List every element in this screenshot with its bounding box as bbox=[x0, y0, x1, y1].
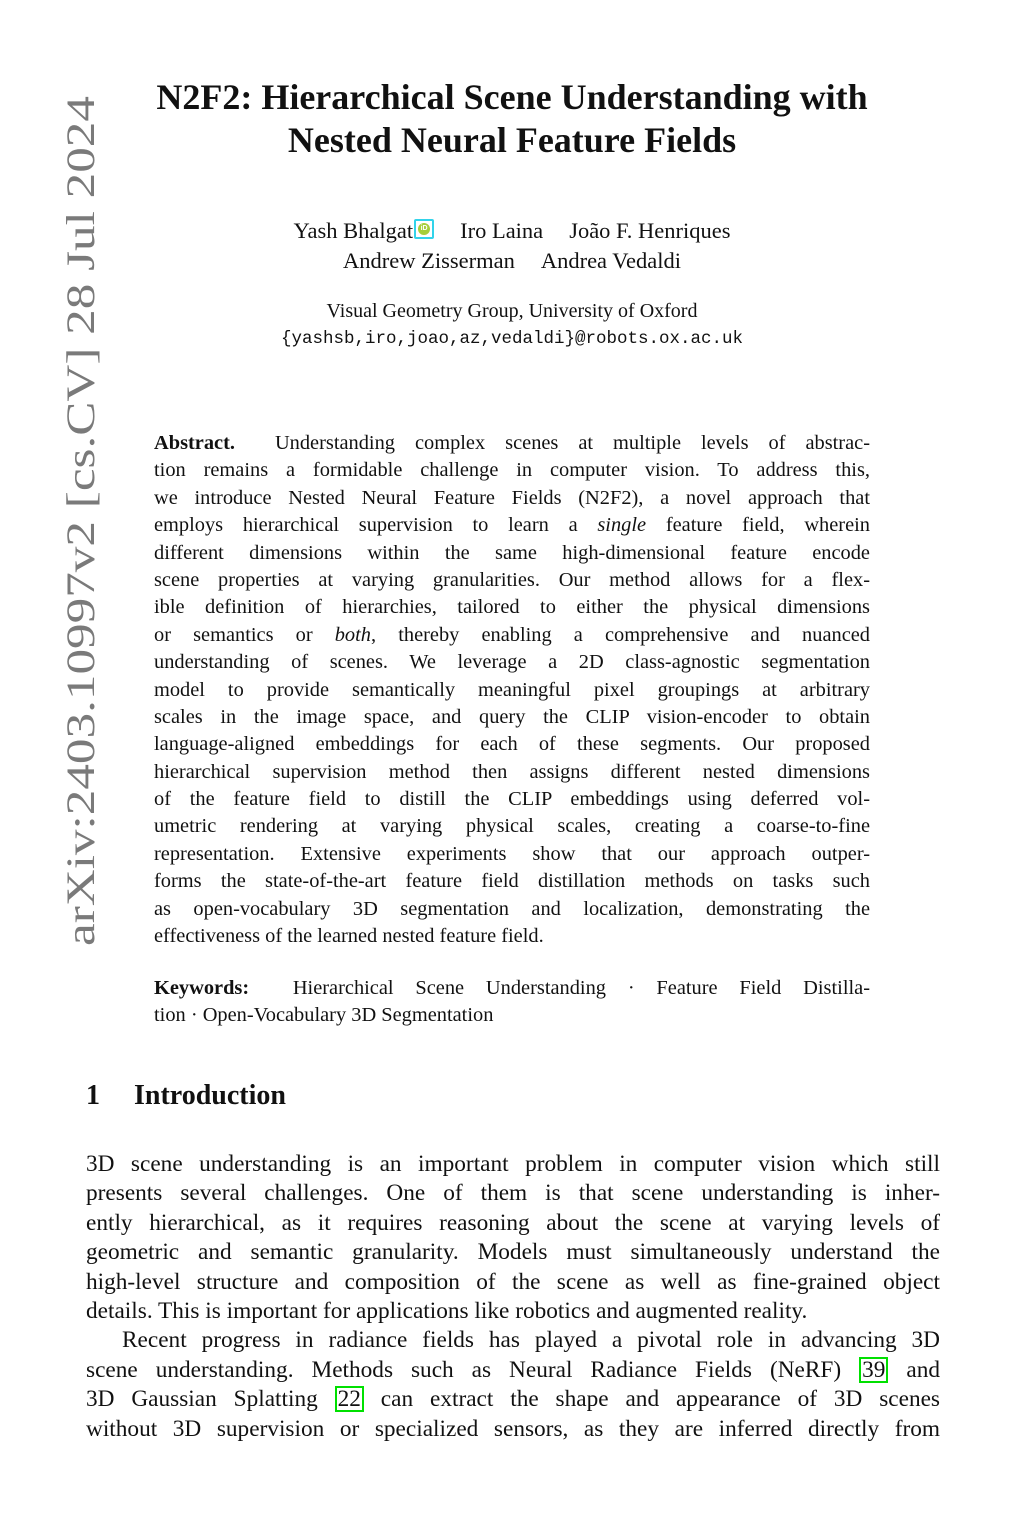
abstract-line: hierarchical supervision method then assigns different nested dimensions bbox=[154, 760, 870, 783]
abstract-text: , thereby enabling a comprehensive and nuanced bbox=[371, 623, 870, 646]
body-line bbox=[86, 1356, 940, 1385]
authors-line-1 bbox=[0, 218, 1024, 244]
body-line: high-level structure and composition of the scene as well as fine-grained object bbox=[86, 1268, 940, 1295]
abstract-line: tion remains a formidable challenge in computer vision. To address this, bbox=[154, 459, 870, 482]
author-name: Iro Laina bbox=[460, 218, 544, 243]
keywords-label: Keywords: bbox=[154, 977, 250, 999]
citation-link-22[interactable]: 22 bbox=[335, 1386, 364, 1412]
author-name: Andrea Vedaldi bbox=[540, 248, 681, 273]
abstract-emphasis: both bbox=[334, 623, 371, 646]
keywords bbox=[154, 975, 870, 1030]
abstract-line: umetric rendering at varying physical scales, creating a coarse-to-fine bbox=[154, 815, 870, 838]
arxiv-identifier-text: arXiv:2403.10997v2 [cs.CV] 28 Jul 2024 bbox=[58, 281, 103, 946]
body-line: 3D scene understanding is an important problem in computer vision which still bbox=[86, 1151, 940, 1177]
body-text: 3D Gaussian Splatting bbox=[86, 1386, 318, 1413]
keywords-line: tion · Open-Vocabulary 3D Segmentation bbox=[154, 1004, 494, 1027]
paper-title-line-2: Nested Neural Feature Fields bbox=[287, 120, 737, 160]
section-number: 1 bbox=[86, 1080, 100, 1111]
keywords-text: Hierarchical Scene Understanding · Feature Field Distilla- bbox=[292, 977, 870, 999]
body-line: without 3D supervision or specialized sensors, as they are inferred directly from bbox=[86, 1415, 940, 1442]
body-text: and bbox=[906, 1356, 940, 1383]
abstract-text: employs hierarchical supervision to learn a bbox=[154, 514, 578, 537]
abstract-line: different dimensions within the same high-dimensional feature encode bbox=[154, 541, 870, 564]
abstract-line: language-aligned embeddings for each of these segments. Our proposed bbox=[154, 733, 870, 756]
abstract-line: scene properties at varying granularities. Our method allows for a flex- bbox=[154, 568, 870, 591]
body-line: geometric and semantic granularity. Models must simultaneously understand the bbox=[86, 1239, 940, 1266]
author-name: Yash Bhalgat bbox=[293, 218, 414, 243]
abstract-line bbox=[154, 622, 870, 649]
authors-line-2 bbox=[0, 248, 1024, 274]
abstract-text: feature field, wherein bbox=[665, 514, 870, 537]
body-text: scene understanding. Methods such as Neural Radiance Fields (NeRF) bbox=[86, 1356, 842, 1383]
orcid-icon[interactable] bbox=[414, 219, 434, 239]
body-line: ently hierarchical, as it requires reasoning about the scene at varying levels of bbox=[86, 1209, 940, 1236]
abstract-line bbox=[154, 512, 870, 539]
body-text: can extract the shape and appearance of 3D scenes bbox=[380, 1386, 940, 1413]
citation-link-39[interactable]: 39 bbox=[859, 1357, 888, 1383]
body-line bbox=[86, 1385, 940, 1414]
abstract-line: understanding of scenes. We leverage a 2D class-agnostic segmentation bbox=[154, 651, 870, 674]
abstract-label: Abstract. bbox=[154, 432, 235, 454]
abstract-line: representation. Extensive experiments show that our approach outper- bbox=[154, 842, 870, 865]
abstract-emphasis: single bbox=[597, 514, 647, 537]
affiliation: Visual Geometry Group, University of Oxford bbox=[326, 300, 698, 322]
abstract-line bbox=[154, 430, 870, 457]
orcid-label: iD bbox=[418, 223, 430, 235]
author-emails: {yashsb,iro,joao,az,vedaldi}@robots.ox.ac.uk bbox=[280, 329, 744, 349]
abstract-line: scales in the image space, and query the CLIP vision-encoder to obtain bbox=[154, 705, 870, 728]
abstract-text: or semantics or bbox=[154, 623, 313, 646]
body-line: presents several challenges. One of them is that scene understanding is inher- bbox=[86, 1180, 940, 1207]
abstract-line: we introduce Nested Neural Feature Fields (N2F2), a novel approach that bbox=[154, 486, 870, 509]
abstract-line: model to provide semantically meaningful pixel groupings at arbitrary bbox=[154, 678, 870, 701]
body-line: details. This is important for applications like robotics and augmented reality. bbox=[86, 1297, 808, 1324]
abstract-line: ible definition of hierarchies, tailored to either the physical dimensions bbox=[154, 596, 870, 619]
abstract bbox=[154, 430, 870, 950]
section-heading bbox=[86, 1080, 286, 1112]
paper-title-line-1: N2F2: Hierarchical Scene Understanding with bbox=[156, 77, 868, 117]
body-line: Recent progress in radiance fields has played a pivotal role in advancing 3D bbox=[122, 1327, 940, 1354]
author-name: Andrew Zisserman bbox=[343, 248, 515, 273]
abstract-line: effectiveness of the learned nested feature field. bbox=[154, 925, 544, 948]
introduction-body bbox=[86, 1150, 940, 1444]
section-title: Introduction bbox=[134, 1080, 286, 1111]
abstract-line: of the feature field to distill the CLIP embeddings using deferred vol- bbox=[154, 788, 870, 811]
author-name: João F. Henriques bbox=[569, 218, 731, 243]
abstract-line: forms the state-of-the-art feature field distillation methods on tasks such bbox=[154, 870, 870, 893]
abstract-text: Understanding complex scenes at multiple levels of abstrac- bbox=[274, 432, 870, 454]
keywords-line bbox=[154, 975, 870, 1002]
abstract-line: as open-vocabulary 3D segmentation and localization, demonstrating the bbox=[154, 897, 870, 920]
